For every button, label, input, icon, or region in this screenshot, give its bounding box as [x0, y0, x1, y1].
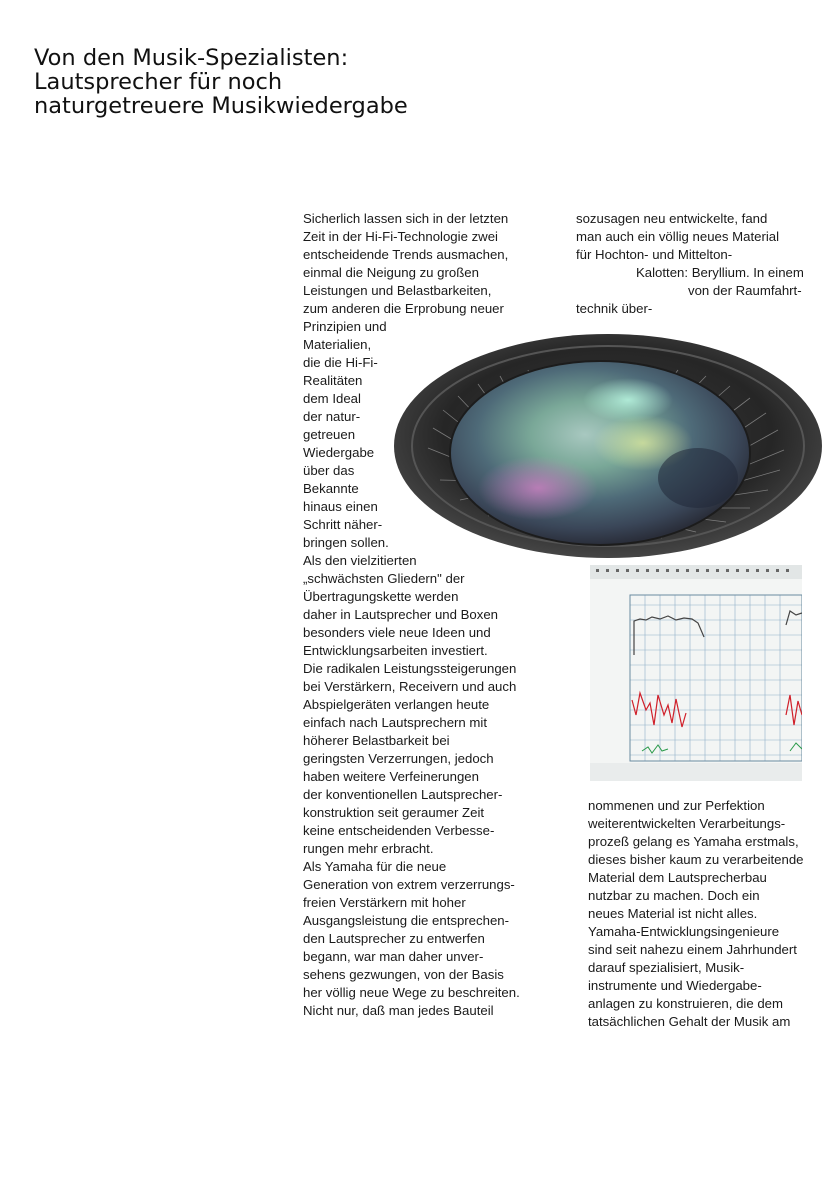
text-line: begann, war man daher unver-	[303, 949, 484, 964]
text-line: sehens gezwungen, von der Basis	[303, 967, 504, 982]
text-line: Die radikalen Leistungssteigerungen	[303, 661, 517, 676]
text-line: nutzbar zu machen. Doch ein	[588, 888, 760, 903]
text-line: höherer Belastbarkeit bei	[303, 733, 450, 748]
text-line: Ausgangsleistung die entsprechen-	[303, 913, 510, 928]
text-line: sind seit nahezu einem Jahrhundert	[588, 942, 797, 957]
text-line: neues Material ist nicht alles.	[588, 906, 758, 921]
text-line: Als Yamaha für die neue	[303, 859, 447, 874]
text-line: bringen sollen.	[303, 535, 389, 550]
text-line: Sicherlich lassen sich in der letzten	[303, 211, 509, 226]
text-line: Kalotten: Beryllium. In einem	[636, 265, 804, 280]
text-line: prozeß gelang es Yamaha erstmals,	[588, 834, 799, 849]
text-line: sozusagen neu entwickelte, fand	[576, 211, 768, 226]
text-line: freien Verstärkern mit hoher	[303, 895, 466, 910]
text-line: konstruktion seit geraumer Zeit	[303, 805, 485, 820]
text-line: Leistungen und Belastbarkeiten,	[303, 283, 492, 298]
text-line: einmal die Neigung zu großen	[303, 265, 479, 280]
text-line: rungen mehr erbracht.	[303, 841, 434, 856]
body-text-right-column-bottom	[588, 797, 804, 1031]
text-line: für Hochton- und Mittelton-	[576, 247, 733, 262]
text-line: Realitäten	[303, 373, 363, 388]
text-line: Zeit in der Hi-Fi-Technologie zwei	[303, 229, 498, 244]
text-line: Generation von extrem verzerrungs-	[303, 877, 515, 892]
text-line: einfach nach Lautsprechern mit	[303, 715, 488, 730]
text-line: man auch ein völlig neues Material	[576, 229, 780, 244]
text-line: über das	[303, 463, 355, 478]
frequency-response-chart-photo	[590, 565, 802, 781]
text-line: Bekannte	[303, 481, 359, 496]
text-line: „schwächsten Gliedern" der	[303, 571, 465, 586]
page-headline	[34, 46, 408, 118]
text-line: getreuen	[303, 427, 356, 442]
text-line: nommenen und zur Perfektion	[588, 798, 765, 813]
text-line: instrumente und Wiedergabe-	[588, 978, 762, 993]
text-line: Prinzipien und	[303, 319, 387, 334]
text-line: Materialien,	[303, 337, 372, 352]
text-line: entscheidende Trends ausmachen,	[303, 247, 509, 262]
text-line: tatsächlichen Gehalt der Musik am	[588, 1014, 791, 1029]
text-line: Wiedergabe	[303, 445, 375, 460]
body-text-left-column	[303, 210, 520, 1020]
text-line: Entwicklungsarbeiten investiert.	[303, 643, 488, 658]
text-line: zum anderen die Erprobung neuer	[303, 301, 504, 316]
text-line: der konventionellen Lautsprecher-	[303, 787, 503, 802]
text-line: Abspielgeräten verlangen heute	[303, 697, 490, 712]
text-line: dieses bisher kaum zu verarbeitende	[588, 852, 804, 867]
text-line: Material dem Lautsprecherbau	[588, 870, 767, 885]
text-line: Schritt näher-	[303, 517, 383, 532]
text-line: keine entscheidenden Verbesse-	[303, 823, 495, 838]
text-line: her völlig neue Wege zu beschreiten.	[303, 985, 520, 1000]
text-line: hinaus einen	[303, 499, 378, 514]
text-line: Yamaha-Entwicklungsingenieure	[588, 924, 780, 939]
text-line: haben weitere Verfeinerungen	[303, 769, 479, 784]
text-line: Als den vielzitierten	[303, 553, 417, 568]
body-text-right-column-top	[576, 210, 804, 318]
text-line: technik über-	[576, 301, 653, 316]
text-line: geringsten Verzerrungen, jedoch	[303, 751, 494, 766]
headline-line-2: Lautsprecher für noch	[34, 69, 283, 95]
text-line: bei Verstärkern, Receivern und auch	[303, 679, 517, 694]
text-line: Nicht nur, daß man jedes Bauteil	[303, 1003, 494, 1018]
text-line: der natur-	[303, 409, 361, 424]
text-line: weiterentwickelten Verarbeitungs-	[588, 816, 786, 831]
text-line: den Lautsprecher zu entwerfen	[303, 931, 485, 946]
text-line: besonders viele neue Ideen und	[303, 625, 491, 640]
headline-line-3: naturgetreuere Musikwiedergabe	[34, 93, 408, 119]
text-line: anlagen zu konstruieren, die dem	[588, 996, 784, 1011]
text-line: Übertragungskette werden	[303, 589, 459, 604]
text-line: die die Hi-Fi-	[303, 355, 378, 370]
text-line: darauf spezialisiert, Musik-	[588, 960, 745, 975]
text-line: von der Raumfahrt-	[688, 283, 802, 298]
text-line: daher in Lautsprecher und Boxen	[303, 607, 499, 622]
text-line: dem Ideal	[303, 391, 361, 406]
headline-line-1: Von den Musik-Spezialisten:	[34, 45, 349, 71]
